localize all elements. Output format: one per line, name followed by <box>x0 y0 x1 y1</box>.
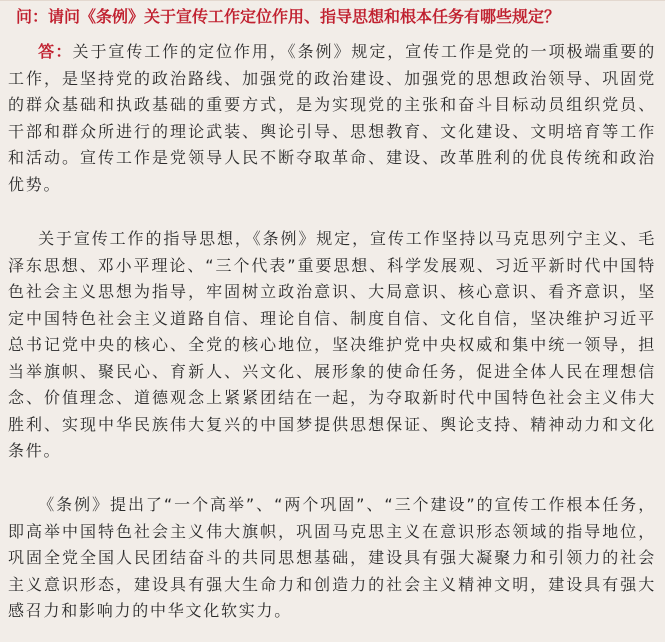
answer-paragraph-3-text: 《条例》提出了“一个高举”、“两个巩固”、“三个建设”的宣传工作根本任务，即高举中国特色社会主义伟大旗帜，巩固马克思主义在意识形态领域的指导地位，巩固全党全国人民团结奋斗的共同思想基础，建设具有强大凝聚力和引领力的社会主义意识形态，建设具有强大生命力和创造力的社会主义精神文明，建设具有强大感召力和影响力的中华文化软实力。 <box>8 495 656 620</box>
question-heading: 问：请问《条例》关于宣传工作定位作用、指导思想和根本任务有哪些规定？ <box>16 7 561 26</box>
answer-paragraph-3 <box>8 492 656 625</box>
answer-paragraph-2 <box>8 226 656 465</box>
answer-paragraph-1-text: 关于宣传工作的定位作用，《条例》规定，宣传工作是党的一项极端重要的工作，是坚持党的政治路线、加强党的政治建设、加强党的思想政治领导、巩固党的群众基础和执政基础的重要方式，是为实现党的主张和奋斗目标动员组织党员、干部和群众所进行的理论武装、舆论引导、思想教育、文化建设、文明培育等工作和活动。宣传工作是党领导人民不断夺取革命、建设、改革胜利的优良传统和政治优势。 <box>8 42 656 194</box>
answer-paragraph-1 <box>8 39 656 198</box>
answer-paragraph-2-text: 关于宣传工作的指导思想，《条例》规定，宣传工作坚持以马克思列宁主义、毛泽东思想、邓小平理论、“三个代表”重要思想、科学发展观、习近平新时代中国特色社会主义思想为指导，牢固树立政治意识、大局意识、核心意识、看齐意识，坚定中国特色社会主义道路自信、理论自信、制度自信、文化自信，坚决维护习近平总书记党中央的核心、全党的核心地位，坚决维护党中央权威和集中统一领导，担当举旗帜、聚民心、育新人、兴文化、展形象的使命任务，促进全体人民在理想信念、价值理念、道德观念上紧紧团结在一起，为夺取新时代中国特色社会主义伟大胜利、实现中华民族伟大复兴的中国梦提供思想保证、舆论支持、精神动力和文化条件。 <box>8 229 656 460</box>
answer-label: 答： <box>38 42 73 61</box>
